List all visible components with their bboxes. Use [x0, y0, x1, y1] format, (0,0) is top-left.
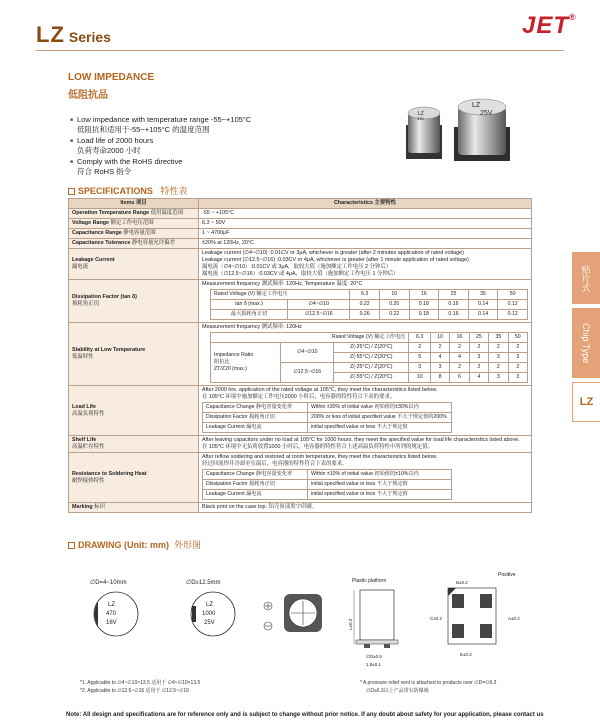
- cap-mark-large-2: 25V: [480, 110, 493, 117]
- footnote-3: * A pressure relief vent is attached to products over ∅D=∅6.3: [360, 680, 497, 686]
- series-code: LZ: [36, 22, 65, 47]
- footprint-view: [430, 572, 520, 657]
- svg-text:16V: 16V: [106, 620, 117, 626]
- cap2-size-label: ∅D≥12.5mm: [186, 580, 221, 586]
- footer-note: Note: All design and specifications are for reference only and is subject to change without prior notice. If any doubt about safety for your application, please contact us: [66, 712, 544, 718]
- table-row: Operation Temperature Range 使用温度范围 -55 ~ +105°C: [69, 209, 532, 219]
- svg-text:L±0.3: L±0.3: [348, 618, 353, 630]
- cap-mark-small-2: 330: [417, 116, 424, 121]
- brand-mark: ®: [569, 12, 577, 22]
- plus-minus-icon: [264, 602, 272, 630]
- svg-text:Positive: Positive: [498, 572, 516, 578]
- table-row-load-life: Load Life 高温负荷特性 After 2000 hrs. application of the rated voltage at 105°C, they meet the characteristics listed below. 在 105°C 环境中施加额定工作电压2000 小时后，电容器的特性符合下表的要求。 Capacitance Change 静电容量变化率 Within ±30% of initial value 初始值的±30%以内 Dissipation Factor 损耗角正切 200% or less of initial specified value 不大于规定值的200% Leakage Current 漏电流 initial specified value or less 不大于规定值: [69, 386, 532, 436]
- specifications-heading: SPECIFICATIONS 特性表: [68, 184, 187, 197]
- footnote-1: *1. Applicable to ∅4~∅10×13.5 适用于 ∅4~∅10×13.5: [80, 680, 201, 686]
- feature-item: ■ Comply with the RoHS directive 符合 RoHS 指令: [70, 157, 370, 177]
- table-row: Capacitance Range 静电容量范围 1 ~ 4700μF: [69, 229, 532, 239]
- dissipation-table: Rated Voltage (V) 额定工作电压 6.3 10 16 25 35 50 tan δ (max.) ∅4~∅10 0.22 0.20 0.18 0.16 0.14 0.12 最大损耗角正切 ∅12.5~∅16 0.26 0.22 0.18 0.16 0.14 0.12: [210, 289, 528, 320]
- feature-item: ■ Low impedance with temperature range -55~+105°C 低阻抗和适用于-55~+105°C 的温度范围: [70, 115, 370, 135]
- svg-text:A±0.2: A±0.2: [508, 616, 520, 621]
- svg-text:∅D±0.5: ∅D±0.5: [366, 654, 382, 659]
- cap1-polarity-mark: [94, 602, 98, 626]
- svg-text:LZ: LZ: [108, 602, 116, 608]
- load-life-table: Capacitance Change 静电容量变化率 Within ±30% of initial value 初始值的±30%以内 Dissipation Factor 损耗角正切 200% or less of initial specified value 不大于规定值的200% Leakage Current 漏电流 initial specified value or less 不大于规定值: [202, 402, 452, 433]
- col-items: Items 项目: [69, 199, 199, 209]
- stability-table: Rated Voltage (V) 额定工作电压 6.3 10 16 25 35 50 Impedance Ratio 阻抗比 ZT/Z20 (max.) ∅4~∅10 Z(-25°C) / Z(20°C) 2 2 2 2 2 2 Z(-55°C) / Z(20°C) 5 4 4 3 3 3 ∅12.5~∅16 Z(-25°C) / Z(20°C) 3 3 2 2 2 2 Z(-55°C) / Z(20°C) 10 8 6 4 3 3: [210, 332, 528, 383]
- table-row-soldering: Resistance to Soldering Heat 耐焊接热特性 After reflow soldering and restored at room temperature, they meet the characteristics listed below. 经过回流焊并冷却至室温后，电容器的特性符合下表的要求。 Capacitance Change 静电容量变化率 Within ±10% of initial value 初始值的±10%以内 Dissipation Factor 损耗角正切 initial specified value or less 不大于规定值 Leakage Current 漏电流 initial specified value or less 不大于规定值: [69, 453, 532, 503]
- soldering-table: Capacitance Change 静电容量变化率 Within ±10% of initial value 初始值的±10%以内 Dissipation Factor 损耗角正切 initial specified value or less 不大于规定值 Leakage Current 漏电流 initial specified value or less 不大于规定值: [202, 469, 452, 500]
- cap-mark-large-1: LZ: [472, 102, 481, 109]
- brand-name: JET: [522, 12, 570, 39]
- footnote-4: ∅D≥6.3以上产品带有防爆阀: [366, 688, 429, 694]
- side-view: [348, 578, 398, 667]
- side-tab-chip-cn[interactable]: 贴片式: [572, 252, 600, 304]
- table-row-dissipation: Dissipation Factor (tan δ) 损耗角正切 Measurement frequency 测试频率: 120Hz, Temperature 温度: 20°C Rated Voltage (V) 额定工作电压 6.3 10 16 25 35 50 tan δ (max.) ∅4~∅10 0.22 0.20 0.18 0.16 0.14 0.12 最大损耗角正切 ∅12.5~∅16 0.26 0.22 0.18 0.16 0.14 0.12: [69, 280, 532, 323]
- cap1-size-label: ∅D=4~10mm: [90, 580, 127, 586]
- side-tab-lz[interactable]: LZ: [572, 382, 600, 422]
- table-row-shelf-life: Shelf Life 高温贮存特性 After leaving capacitors under no load at 105°C for 1000 hours, they meet the specified value for load life characteristics listed above. 在 105°C 环境中无负荷放置1000 小时后，电容器的特性符合上述高温负荷特性中所列的规定值。: [69, 436, 532, 453]
- table-row: Capacitance Tolerance 静电容量允许偏差 ±20% at 120Hz, 20°C: [69, 239, 532, 249]
- cap2-polarity-mark: [192, 606, 196, 622]
- svg-text:1000: 1000: [202, 611, 216, 617]
- intro-title: LOW IMPEDANCE: [68, 72, 155, 83]
- table-header-row: [69, 199, 532, 209]
- svg-text:C±0.2: C±0.2: [430, 616, 442, 621]
- side-tab-chip-type[interactable]: Chip Type: [572, 308, 600, 378]
- svg-text:Plastic platform: Plastic platform: [352, 578, 387, 584]
- cap-mark-small-1: LZ: [418, 111, 424, 117]
- drawing-heading: DRAWING (Unit: mm) 外形图: [68, 538, 201, 551]
- series-title: [36, 22, 111, 48]
- intro-title-cn: 低阻抗品: [68, 90, 108, 101]
- svg-text:B±0.2: B±0.2: [456, 580, 468, 585]
- header-rule: [36, 50, 564, 51]
- bottom-view: [284, 594, 322, 632]
- series-word: Series: [68, 29, 111, 45]
- table-row-marking: Marking 标识 Black print on the case top. 铝壳顶部黑字印刷。: [69, 503, 532, 513]
- svg-text:1.8±0.1: 1.8±0.1: [366, 662, 381, 667]
- brand-logo: [522, 12, 577, 40]
- footnote-2: *2. Applicable to ∅12.5~∅16 适用于 ∅12.5~∅16: [80, 688, 189, 694]
- svg-text:E±0.2: E±0.2: [460, 652, 472, 657]
- section-square-icon: [68, 542, 75, 549]
- specifications-table: [68, 198, 532, 513]
- svg-text:470: 470: [106, 611, 117, 617]
- feature-item: ■ Load life of 2000 hours 负荷寿命2000 小时: [70, 136, 370, 156]
- svg-text:25V: 25V: [204, 620, 215, 626]
- feature-list: [70, 115, 370, 178]
- outline-drawing: [68, 554, 532, 684]
- section-square-icon: [68, 188, 75, 195]
- capacitor-product-image: [400, 95, 530, 165]
- col-characteristics: Characteristics 主要特性: [199, 199, 532, 209]
- table-row-leakage: Leakage Current 漏电流 Leakage current (∅4~∅10) :0.01CV or 3μA, whichever is greater (after 2 minutes application of rated voltage) Leakage current (∅12.5~∅16) :0.03CV or 4μA, whichever is greater (after 1 minute application of rated voltage) 漏电流（∅4~∅10）:0.01CV 或 3μA，取较大值（施加额定工作电压 2 分钟后） 漏电流（∅12.5~∅16）:0.03CV 或 4μA，取较大值（施加额定工作电压 1 分钟后）: [69, 249, 532, 280]
- table-row: Voltage Range 额定工作电压范围 6.3 ~ 50V: [69, 219, 532, 229]
- table-row-stability: Stability at Low Temperature 低温特性 Measurement frequency 测试频率: 120Hz Rated Voltage (V) 额定工作电压 6.3 10 16 25 35 50 Impedance Ratio 阻抗比 ZT/Z20 (max.) ∅4~∅10 Z(-25°C) / Z(20°C) 2 2 2 2 2 2 Z(-55°C) / Z(20°C) 5 4 4 3 3 3 ∅12.5~∅16 Z(-25°C) / Z(20°C) 3 3 2 2 2 2 Z(-55°C) / Z(20°C) 10 8 6 4 3 3: [69, 323, 532, 386]
- svg-text:LZ: LZ: [206, 602, 214, 608]
